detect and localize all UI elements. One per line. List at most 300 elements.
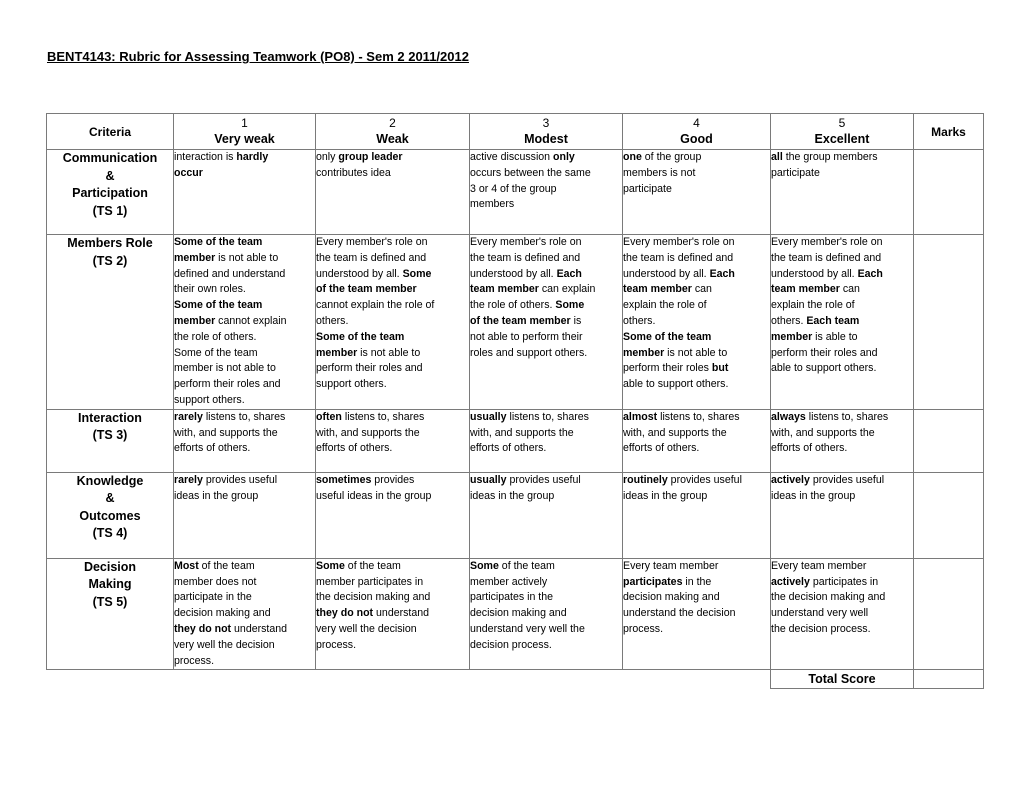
descriptor-line	[470, 182, 622, 198]
descriptor-emphasis: participates	[623, 575, 683, 588]
descriptor-text: perform their roles and	[771, 346, 878, 359]
criteria-label-line: (TS 3)	[92, 428, 128, 443]
criteria-cell	[47, 472, 174, 558]
descriptor-line	[623, 441, 770, 457]
descriptor-text: Every team member	[771, 559, 867, 572]
descriptor-text: ideas in the group	[174, 489, 259, 502]
header-row	[47, 114, 984, 150]
criteria-header: Criteria	[47, 114, 174, 150]
descriptor-line	[470, 559, 622, 575]
descriptor-text: in the	[682, 575, 712, 588]
descriptor-text: Every member's role on	[470, 236, 582, 248]
descriptor-text: participates in the	[470, 591, 554, 604]
descriptor-text: of the team	[198, 559, 255, 572]
descriptor-text: member participates in	[316, 575, 424, 588]
descriptor-line	[623, 606, 770, 622]
criteria-row	[47, 409, 984, 472]
descriptor-line	[316, 606, 469, 622]
criteria-row	[47, 558, 984, 670]
descriptor-text: the group members	[782, 151, 878, 163]
descriptor-text: participate in the	[174, 591, 252, 604]
descriptor-text: ideas in the group	[771, 489, 856, 502]
descriptor-line	[174, 426, 315, 442]
descriptor-line	[174, 441, 315, 457]
descriptor-line	[771, 150, 913, 166]
descriptor-line	[174, 330, 315, 346]
descriptor-text: occurs between the same	[470, 166, 591, 179]
criteria-label-line: &	[105, 491, 115, 506]
descriptor-emphasis: member	[174, 251, 216, 264]
descriptor-line	[174, 346, 315, 362]
descriptor-line	[771, 235, 913, 251]
descriptor-emphasis: member	[771, 330, 813, 343]
descriptor-text: decision process.	[470, 638, 552, 651]
descriptor-text: efforts of others.	[316, 442, 393, 455]
descriptor-text: the role of others.	[470, 299, 556, 312]
descriptor-text: support others.	[316, 378, 387, 391]
descriptor-text: listens to, shares	[202, 410, 286, 423]
descriptor-emphasis: team member	[771, 283, 840, 296]
marks-cell[interactable]	[914, 235, 984, 410]
descriptor-text: understand very well the	[470, 622, 585, 635]
descriptor-line	[316, 314, 469, 330]
descriptor-cell-level-2	[316, 235, 470, 410]
descriptor-emphasis: team member	[470, 283, 539, 296]
descriptor-text: decision making and	[470, 607, 567, 620]
descriptor-text: members is not	[623, 166, 696, 179]
descriptor-text: useful ideas in the group	[316, 489, 432, 502]
descriptor-line	[316, 441, 469, 457]
descriptor-text: can explain	[538, 283, 596, 296]
descriptor-line	[771, 410, 913, 426]
descriptor-line	[470, 235, 622, 251]
empty-cell	[316, 670, 470, 689]
descriptor-line	[470, 298, 622, 314]
descriptor-line	[771, 426, 913, 442]
descriptor-text: interaction is	[174, 151, 237, 163]
descriptor-line	[316, 361, 469, 377]
descriptor-line	[771, 251, 913, 267]
descriptor-cell-level-4	[623, 409, 771, 472]
descriptor-text: provides	[371, 473, 415, 486]
descriptor-line	[771, 441, 913, 457]
descriptor-text: decision making and	[623, 591, 720, 604]
descriptor-line	[623, 622, 770, 638]
descriptor-cell-level-5	[771, 150, 914, 235]
level-3-name: Modest	[524, 132, 568, 146]
descriptor-text: participate	[771, 166, 820, 179]
descriptor-text: the team is defined and	[771, 251, 882, 264]
descriptor-line	[470, 166, 622, 182]
descriptor-text: the role of others.	[174, 330, 257, 343]
descriptor-text: the decision making and	[316, 591, 431, 604]
empty-cell	[623, 670, 771, 689]
descriptor-line	[174, 166, 315, 182]
descriptor-text: process.	[623, 622, 664, 635]
descriptor-line	[316, 166, 469, 182]
descriptor-text: understood by all.	[623, 267, 710, 280]
descriptor-cell-level-5	[771, 409, 914, 472]
descriptor-text: provides useful	[506, 473, 581, 486]
criteria-row	[47, 235, 984, 410]
descriptor-line	[174, 489, 315, 505]
descriptor-line	[174, 638, 315, 654]
descriptor-line	[316, 235, 469, 251]
descriptor-line	[470, 638, 622, 654]
descriptor-text: efforts of others.	[470, 442, 547, 455]
descriptor-cell-level-2	[316, 558, 470, 670]
descriptor-text: roles and support others.	[470, 346, 588, 359]
descriptor-line	[771, 489, 913, 505]
descriptor-line	[623, 590, 770, 606]
descriptor-line	[470, 346, 622, 362]
descriptor-line	[470, 575, 622, 591]
descriptor-text: efforts of others.	[174, 442, 251, 455]
descriptor-text: understood by all.	[470, 267, 557, 280]
descriptor-line	[623, 361, 770, 377]
descriptor-text: is not able to	[357, 346, 421, 359]
descriptor-text: the team is defined and	[316, 251, 427, 264]
descriptor-emphasis: member	[623, 346, 665, 359]
descriptor-text: support others.	[174, 393, 245, 406]
descriptor-cell-level-3	[470, 235, 623, 410]
descriptor-line	[316, 489, 469, 505]
descriptor-cell-level-4	[623, 558, 771, 670]
descriptor-text: perform their roles	[623, 362, 712, 375]
descriptor-emphasis: often	[316, 410, 342, 423]
descriptor-emphasis: of the team member	[470, 314, 571, 327]
descriptor-text: very well the decision	[174, 638, 275, 651]
descriptor-line	[470, 489, 622, 505]
descriptor-text: of the group	[641, 151, 702, 163]
descriptor-text: efforts of others.	[771, 442, 848, 455]
descriptor-emphasis: almost	[623, 410, 658, 423]
descriptor-emphasis: of the team member	[316, 283, 417, 296]
descriptor-emphasis: sometimes	[316, 473, 372, 486]
marks-header: Marks	[914, 114, 984, 150]
descriptor-cell-level-1	[174, 409, 316, 472]
descriptor-line	[316, 282, 469, 298]
descriptor-line	[771, 330, 913, 346]
descriptor-line	[174, 410, 315, 426]
criteria-label-line: &	[105, 168, 115, 183]
descriptor-text: is able to	[812, 330, 858, 343]
empty-cell	[470, 670, 623, 689]
descriptor-line	[316, 267, 469, 283]
level-1-name: Very weak	[214, 132, 275, 146]
descriptor-emphasis: Some	[402, 267, 432, 280]
descriptor-emphasis: always	[771, 410, 806, 423]
descriptor-text: understand	[231, 622, 288, 635]
descriptor-text: with, and supports the	[623, 426, 727, 439]
descriptor-cell-level-1	[174, 558, 316, 670]
descriptor-text: active discussion	[470, 151, 554, 163]
descriptor-text: is not able to	[664, 346, 728, 359]
descriptor-line	[316, 473, 469, 489]
descriptor-line	[316, 622, 469, 638]
descriptor-line	[623, 150, 770, 166]
descriptor-text: defined and understand	[174, 267, 286, 280]
descriptor-line	[174, 150, 315, 166]
descriptor-text: Every member's role on	[316, 236, 428, 248]
criteria-label-line: (TS 5)	[92, 594, 128, 609]
descriptor-text: Every team member	[623, 559, 719, 572]
descriptor-line	[623, 489, 770, 505]
descriptor-emphasis: actively	[771, 575, 810, 588]
criteria-cell	[47, 235, 174, 410]
descriptor-text: decision making and	[174, 607, 271, 620]
descriptor-cell-level-3	[470, 409, 623, 472]
descriptor-cell-level-1	[174, 150, 316, 235]
descriptor-text: perform their roles and	[174, 378, 281, 391]
descriptor-cell-level-5	[771, 235, 914, 410]
descriptor-line	[174, 377, 315, 393]
empty-cell	[47, 670, 174, 689]
descriptor-line	[771, 267, 913, 283]
criteria-label-line: (TS 2)	[92, 253, 128, 268]
descriptor-text: provides useful	[809, 473, 885, 486]
descriptor-emphasis: rarely	[174, 473, 203, 486]
descriptor-line	[174, 575, 315, 591]
level-2-name: Weak	[376, 132, 409, 146]
descriptor-line	[771, 575, 913, 591]
descriptor-text: listens to, shares	[341, 410, 425, 423]
criteria-row	[47, 150, 984, 235]
descriptor-cell-level-3	[470, 150, 623, 235]
level-2-number: 2	[389, 116, 396, 130]
criteria-label-line: Members Role	[67, 236, 153, 250]
descriptor-text: process.	[174, 654, 215, 667]
descriptor-line	[174, 282, 315, 298]
descriptor-line	[316, 426, 469, 442]
descriptor-line	[470, 330, 622, 346]
descriptor-text: understood by all.	[316, 267, 403, 280]
descriptor-cell-level-4	[623, 150, 771, 235]
descriptor-text: listens to, shares	[506, 410, 589, 423]
descriptor-text: understand the decision	[623, 607, 736, 620]
total-score-value[interactable]	[914, 670, 984, 689]
criteria-label-line: Participation	[72, 186, 148, 200]
descriptor-emphasis: Some of the team	[316, 330, 405, 343]
criteria-label-line: (TS 4)	[92, 526, 128, 541]
descriptor-cell-level-4	[623, 235, 771, 410]
descriptor-text: participates in	[809, 575, 879, 588]
descriptor-text: understand very well	[771, 607, 869, 620]
descriptor-line	[174, 235, 315, 251]
descriptor-text: provides useful	[202, 473, 278, 486]
descriptor-line	[174, 654, 315, 670]
descriptor-line	[771, 622, 913, 638]
descriptor-text: others.	[623, 314, 656, 327]
descriptor-line	[174, 314, 315, 330]
descriptor-line	[316, 346, 469, 362]
descriptor-text: process.	[316, 638, 357, 651]
level-3-header	[470, 114, 623, 150]
descriptor-line	[771, 282, 913, 298]
descriptor-text: Every member's role on	[623, 236, 735, 248]
descriptor-line	[316, 330, 469, 346]
descriptor-emphasis: hardly	[236, 151, 269, 163]
descriptor-cell-level-1	[174, 472, 316, 558]
descriptor-emphasis: but	[711, 362, 729, 375]
marks-cell[interactable]	[914, 558, 984, 670]
descriptor-emphasis: they do not	[316, 607, 374, 620]
descriptor-text: understand	[373, 607, 430, 620]
total-score-label: Total Score	[771, 670, 914, 689]
descriptor-line	[623, 410, 770, 426]
descriptor-cell-level-2	[316, 150, 470, 235]
descriptor-line	[174, 590, 315, 606]
descriptor-line	[623, 330, 770, 346]
descriptor-text: explain the role of	[623, 299, 707, 312]
descriptor-text: with, and supports the	[470, 426, 574, 439]
descriptor-text: of the team	[498, 559, 555, 572]
descriptor-text: contributes idea	[316, 166, 391, 179]
descriptor-line	[174, 361, 315, 377]
descriptor-line	[316, 575, 469, 591]
descriptor-text: with, and supports the	[174, 426, 278, 439]
criteria-cell	[47, 409, 174, 472]
empty-cell	[174, 670, 316, 689]
descriptor-text: only	[316, 151, 339, 163]
descriptor-line	[316, 410, 469, 426]
marks-cell[interactable]	[914, 472, 984, 558]
descriptor-emphasis: Each	[857, 267, 883, 280]
descriptor-text: listens to, shares	[657, 410, 740, 423]
descriptor-line	[771, 314, 913, 330]
descriptor-line	[316, 298, 469, 314]
descriptor-emphasis: Some	[555, 299, 585, 312]
descriptor-emphasis: group leader	[338, 151, 403, 163]
descriptor-emphasis: Most	[174, 559, 199, 572]
descriptor-cell-level-2	[316, 472, 470, 558]
descriptor-line	[470, 314, 622, 330]
descriptor-emphasis: Each	[709, 267, 735, 280]
descriptor-line	[470, 622, 622, 638]
descriptor-emphasis: Some of the team	[623, 330, 712, 343]
descriptor-text: others.	[316, 314, 349, 327]
descriptor-emphasis: Some of the team	[174, 236, 263, 248]
descriptor-text: others.	[771, 314, 807, 327]
descriptor-text: explain the role of	[771, 299, 855, 312]
descriptor-line	[316, 377, 469, 393]
descriptor-line	[771, 473, 913, 489]
descriptor-line	[771, 559, 913, 575]
descriptor-text: cannot explain	[215, 314, 287, 327]
descriptor-text: ideas in the group	[623, 489, 708, 502]
descriptor-line	[174, 606, 315, 622]
rubric-table	[46, 113, 984, 689]
descriptor-emphasis: rarely	[174, 410, 203, 423]
descriptor-text: the team is defined and	[470, 251, 581, 264]
descriptor-emphasis: usually	[470, 410, 507, 423]
descriptor-text: efforts of others.	[623, 442, 700, 455]
total-score-row	[47, 670, 984, 689]
criteria-label-line: Making	[88, 577, 132, 592]
descriptor-line	[623, 473, 770, 489]
descriptor-line	[623, 182, 770, 198]
descriptor-cell-level-1	[174, 235, 316, 410]
descriptor-line	[174, 622, 315, 638]
descriptor-emphasis: Some of the team	[174, 299, 263, 312]
descriptor-emphasis: Each team	[806, 314, 860, 327]
descriptor-emphasis: only	[553, 151, 575, 163]
descriptor-emphasis: usually	[470, 473, 507, 486]
descriptor-line	[470, 267, 622, 283]
descriptor-emphasis: Each	[556, 267, 582, 280]
descriptor-line	[771, 298, 913, 314]
descriptor-line	[470, 606, 622, 622]
criteria-row	[47, 472, 984, 558]
descriptor-line	[771, 166, 913, 182]
level-1-number: 1	[241, 116, 248, 130]
descriptor-emphasis: member	[174, 314, 216, 327]
descriptor-line	[470, 590, 622, 606]
descriptor-line	[470, 410, 622, 426]
descriptor-line	[316, 638, 469, 654]
descriptor-line	[623, 314, 770, 330]
descriptor-text: can	[691, 283, 712, 296]
level-4-header	[623, 114, 771, 150]
descriptor-text: listens to, shares	[805, 410, 889, 423]
descriptor-text: is not able to	[215, 251, 279, 264]
descriptor-line	[470, 197, 622, 213]
criteria-label-line: Decision	[83, 559, 137, 574]
descriptor-text: the team is defined and	[623, 251, 734, 264]
criteria-label-line: Outcomes	[79, 508, 141, 523]
descriptor-text: member is not able to	[174, 362, 276, 375]
level-2-header	[316, 114, 470, 150]
descriptor-line	[316, 590, 469, 606]
descriptor-emphasis: occur	[174, 166, 203, 179]
descriptor-emphasis: member	[316, 346, 358, 359]
descriptor-line	[174, 393, 315, 409]
descriptor-line	[470, 473, 622, 489]
descriptor-text: participate	[623, 182, 672, 195]
descriptor-emphasis: actively	[771, 473, 810, 486]
marks-cell[interactable]	[914, 409, 984, 472]
level-5-number: 5	[838, 116, 846, 130]
descriptor-emphasis: all	[771, 151, 783, 163]
descriptor-emphasis: they do not	[174, 622, 232, 635]
descriptor-emphasis: one	[623, 151, 642, 163]
descriptor-line	[316, 150, 469, 166]
descriptor-text: understood by all.	[771, 267, 858, 280]
descriptor-line	[623, 251, 770, 267]
criteria-label-line: Interaction	[78, 410, 142, 425]
level-4-number: 4	[693, 116, 700, 130]
descriptor-text: their own roles.	[174, 283, 246, 296]
descriptor-text: the decision making and	[771, 591, 886, 604]
descriptor-line	[771, 590, 913, 606]
descriptor-line	[771, 606, 913, 622]
descriptor-text: Some of the team	[174, 346, 258, 359]
marks-cell[interactable]	[914, 150, 984, 235]
descriptor-text: member actively	[470, 575, 548, 588]
descriptor-line	[174, 298, 315, 314]
descriptor-cell-level-5	[771, 558, 914, 670]
descriptor-text: the decision process.	[771, 622, 871, 635]
descriptor-line	[623, 377, 770, 393]
descriptor-cell-level-3	[470, 472, 623, 558]
level-3-number: 3	[542, 116, 550, 130]
criteria-label-line: Communication	[62, 151, 158, 165]
descriptor-text: can	[839, 283, 860, 296]
descriptor-text: not able to perform their	[470, 330, 583, 343]
descriptor-line	[470, 251, 622, 267]
descriptor-line	[470, 282, 622, 298]
descriptor-text: ideas in the group	[470, 489, 555, 502]
